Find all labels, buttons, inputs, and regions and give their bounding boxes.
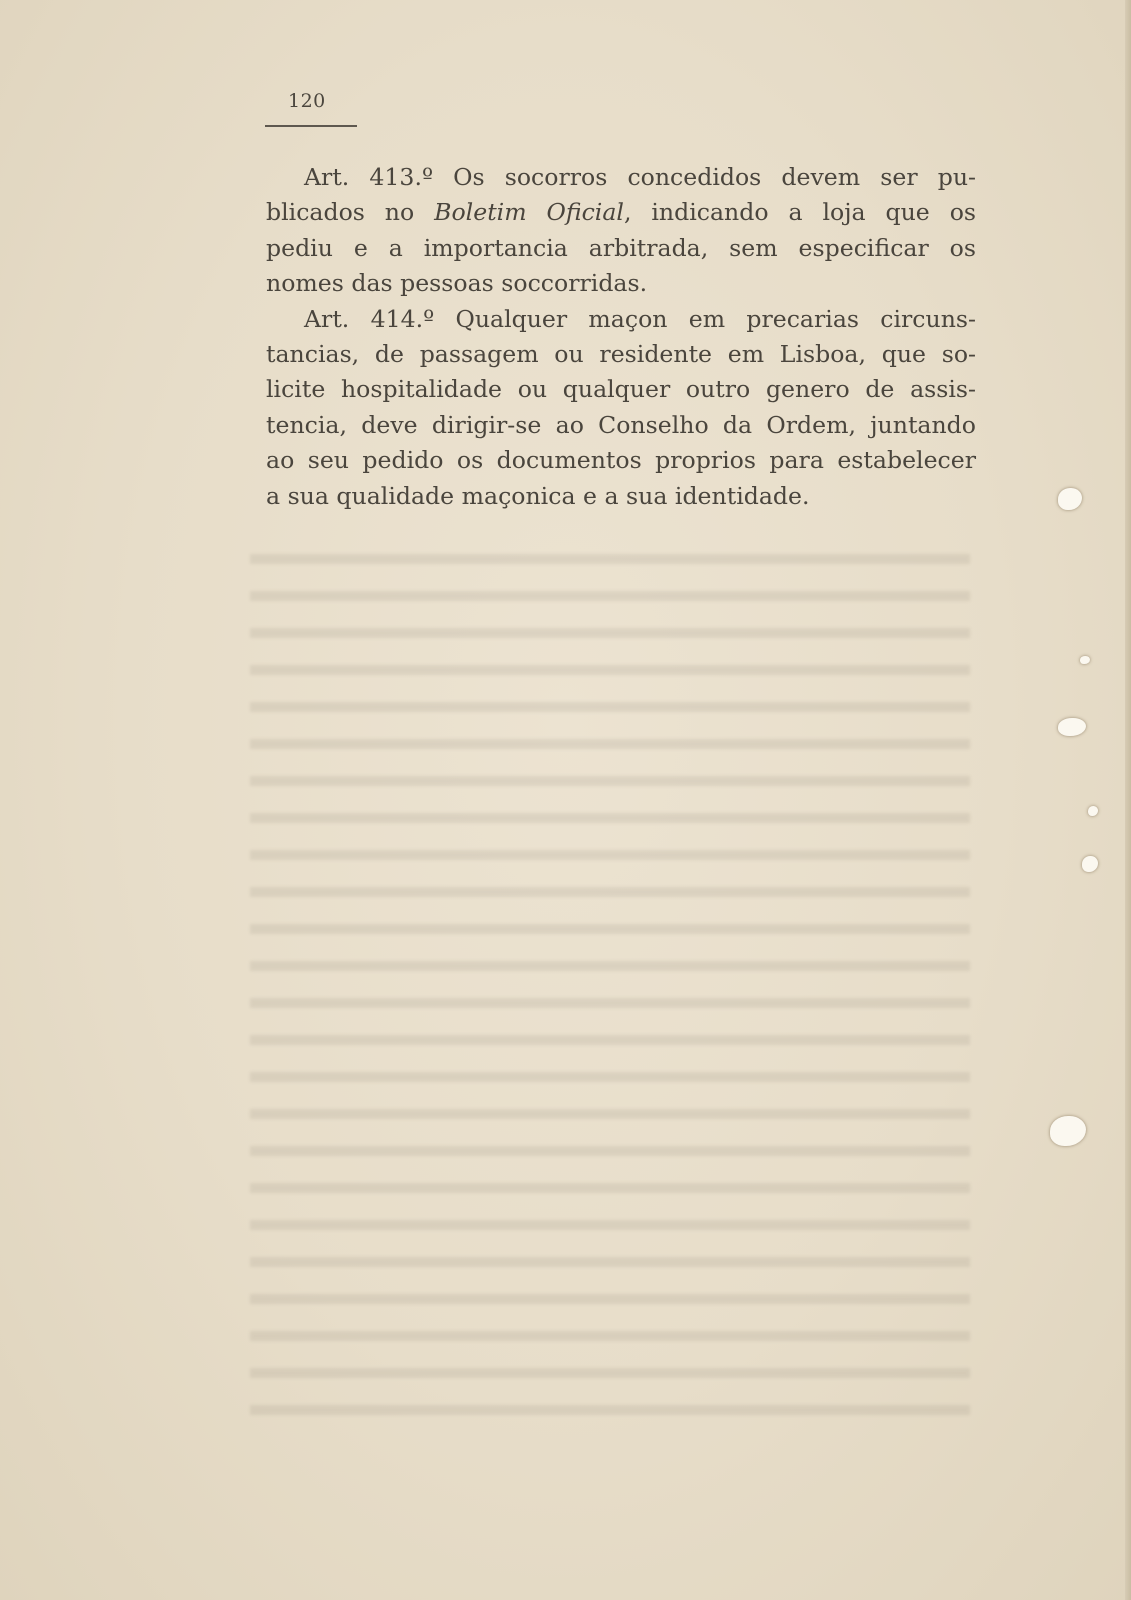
- text-line: [266, 372, 976, 407]
- paper-damage-mark: [1080, 656, 1090, 664]
- text-line: [266, 337, 976, 372]
- text-line: [266, 302, 976, 337]
- page-number-rule: [265, 125, 357, 127]
- text-span: Art. 413.º Os socorros concedidos devem ser pu-: [304, 163, 976, 191]
- text-line: [266, 266, 976, 301]
- italic-text: Boletim Oficial: [434, 198, 624, 227]
- text-line: [266, 231, 976, 266]
- text-span: tencia, deve dirigir-se ao Conselho da Ordem, juntando: [266, 410, 976, 439]
- paper-damage-mark: [1050, 1116, 1086, 1146]
- text-span: licite hospitalidade ou qualquer outro genero de assis-: [266, 375, 976, 404]
- text-span: blicados no: [266, 198, 435, 227]
- text-line: [266, 408, 976, 443]
- text-span: pediu e a importancia arbitrada, sem especificar os: [266, 233, 976, 262]
- text-span: nomes das pessoas soccorridas.: [266, 269, 648, 298]
- text-line: [266, 195, 976, 230]
- text-line: [266, 160, 976, 195]
- paper-damage-mark: [1082, 856, 1098, 872]
- paper-damage-mark: [1088, 806, 1098, 816]
- text-span: Art. 414.º Qualquer maçon em precarias circuns-: [304, 304, 976, 333]
- bleed-through-text: [250, 540, 970, 1440]
- page-number: 120: [288, 90, 326, 112]
- paper-damage-mark: [1058, 718, 1086, 736]
- page-edge: [1125, 0, 1131, 1600]
- body-text: [266, 160, 976, 514]
- paper-damage-mark: [1058, 488, 1082, 510]
- text-line: [266, 443, 976, 478]
- text-line: [266, 479, 976, 514]
- text-span: ao seu pedido os documentos proprios para estabelecer: [266, 446, 976, 475]
- text-span: a sua qualidade maçonica e a sua identidade.: [266, 481, 810, 510]
- text-span: tancias, de passagem ou residente em Lisboa, que so-: [266, 339, 976, 368]
- text-span: , indicando a loja que os: [623, 198, 977, 227]
